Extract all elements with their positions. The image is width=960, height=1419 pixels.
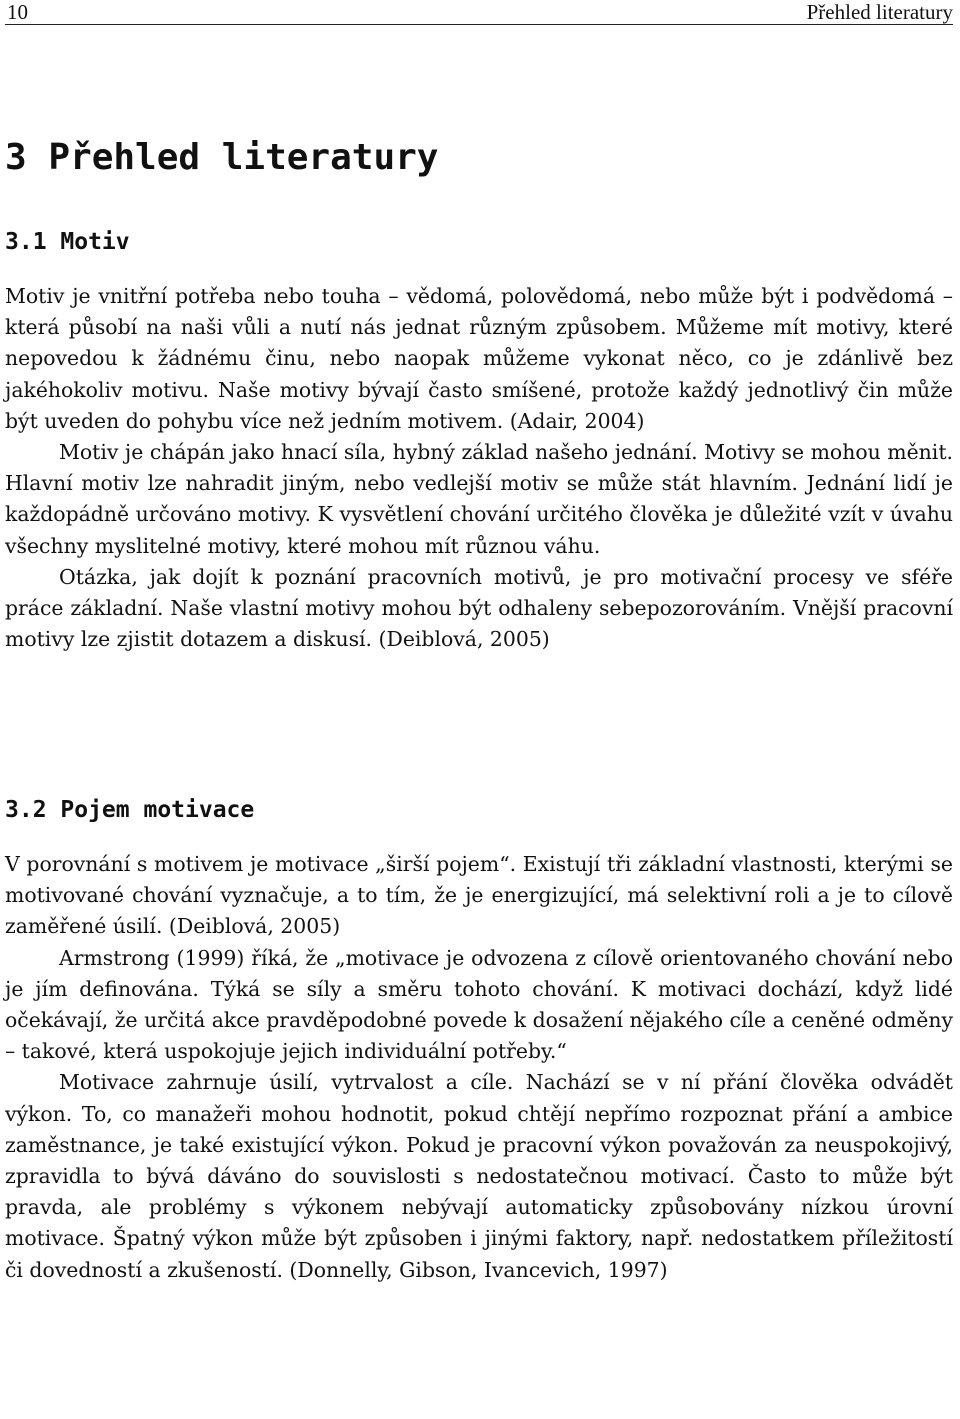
- paragraph: Motiv je vnitřní potřeba nebo touha – vědomá, polovědomá, nebo může být i podvědomá – která působí na naši vůli a nutí nás jednat různým způsobem. Můžeme mít motivy, které nepovedou k žádnému činu, nebo naopak můžeme vykonat něco, co je zdánlivě bez jakéhokoliv motivu. Naše motivy bývají často smíšené, protože každý jednotlivý čin může být uveden do pohybu více než jedním motivem. (Adair, 2004): [5, 284, 953, 433]
- paragraph: Motivace zahrnuje úsilí, vytrvalost a cíle. Nachází se v ní přání člověka odvádět výkon. To, co manažeři mohou hodnotit, pokud chtějí nepřímo rozpoznat přání a ambice zaměstnance, je také existující výkon. Pokud je pracovní výkon považován za neuspokojivý, zpravidla to bývá dáváno do souvislosti s nedostatečnou motivací. Často to může být pravda, ale problémy s výkonem nebývají automaticky způsobovány nízkou úrovní motivace. Špatný výkon může být způsoben i jinými faktory, např. nedostatkem příležitostí či dovedností a zkušeností. (Donnelly, Gibson, Ivancevich, 1997): [5, 1070, 953, 1282]
- section-body-motiv: [5, 281, 953, 655]
- chapter-title: 3 Přehled literatury: [5, 137, 439, 178]
- page-number: 10: [7, 0, 28, 24]
- paragraph: Armstrong (1999) říká, že „motivace je odvozena z cílově orientovaného chování nebo je jím definována. Týká se síly a směru tohoto chování. K motivaci dochází, když lidé očekávají, že určitá akce pravděpodobné povede k dosažení nějakého cíle a ceněné odměny – takové, která uspokojuje jejich individuální potřeby.“: [5, 945, 953, 1064]
- section-body-pojem-motivace: [5, 849, 953, 1286]
- section-title-motiv: 3.1 Motiv: [5, 229, 130, 255]
- paragraph: Motiv je chápán jako hnací síla, hybný základ našeho jednání. Motivy se mohou měnit. Hlavní motiv lze nahradit jiným, nebo vedlejší motiv se může stát hlavním. Jednání lidí je každopádně určováno motivy. K vysvětlení chování určitého člověka je důležité vzít v úvahu všechny myslitelné motivy, které mohou mít různou váhu.: [5, 440, 953, 558]
- paragraph: Otázka, jak dojít k poznání pracovních motivů, je pro motivační procesy ve sféře práce základní. Naše vlastní motivy mohou být odhaleny sebepozorováním. Vnější pracovní motivy lze zjistit dotazem a diskusí. (Deiblová, 2005): [5, 564, 953, 652]
- section-title-pojem-motivace: 3.2 Pojem motivace: [5, 797, 255, 823]
- running-header: [5, 0, 953, 25]
- paragraph: V porovnání s motivem je motivace „širší pojem“. Existují tři základní vlastnosti, kterými se motivované chování vyznačuje, a to tím, že je energizující, má selektivní roli a je to cílově zaměřené úsilí. (Deiblová, 2005): [5, 852, 953, 939]
- running-title: Přehled literatury: [806, 0, 953, 24]
